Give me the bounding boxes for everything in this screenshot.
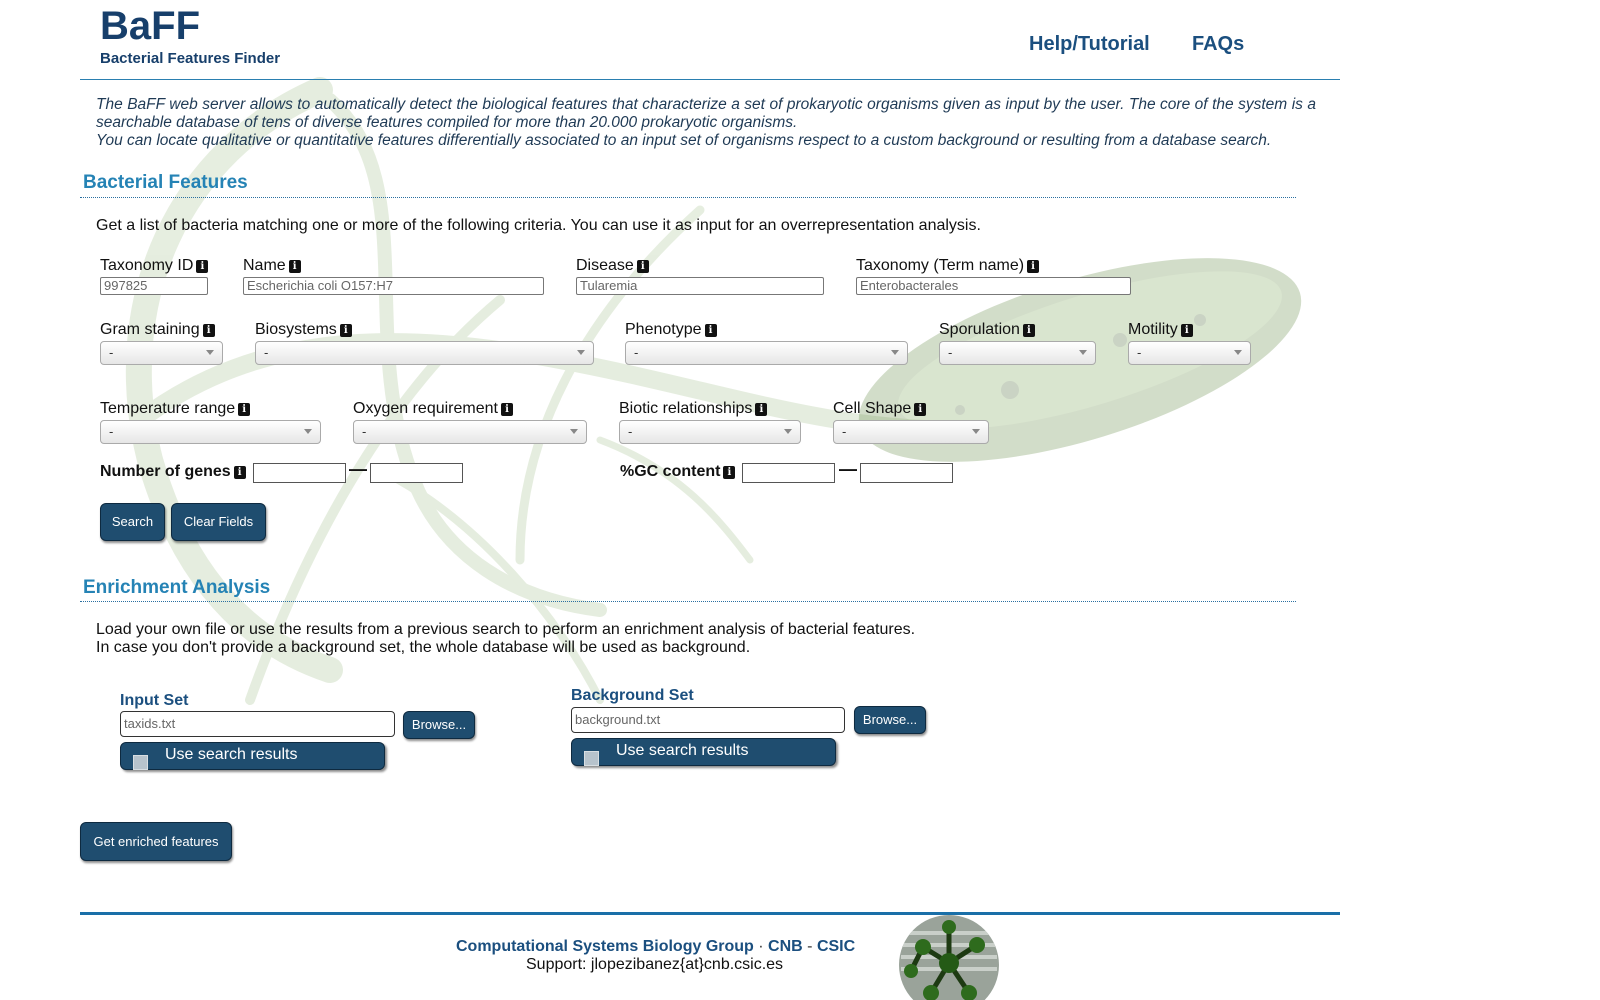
disease-label: Disease i: [576, 257, 649, 275]
gram-staining-select[interactable]: -: [100, 341, 223, 365]
biosystems-select[interactable]: -: [255, 341, 594, 365]
use-search-results-label: Use search results: [165, 746, 298, 763]
info-icon[interactable]: i: [637, 260, 649, 273]
footer-dash: -: [807, 938, 813, 955]
intro-text: [96, 96, 1316, 150]
enrichment-description-line-2: In case you don't provide a background set, the whole database will be used as background.: [96, 639, 751, 656]
use-search-results-label: Use search results: [616, 742, 749, 759]
temperature-range-label: Temperature range i: [100, 400, 250, 418]
footer-support: Support: jlopezibanez{at}cnb.csic.es: [526, 956, 784, 973]
oxygen-requirement-label: Oxygen requirement i: [353, 400, 513, 418]
name-input[interactable]: Escherichia coli O157:H7: [243, 277, 544, 295]
footer-csic-link[interactable]: CSIC: [816, 938, 856, 955]
biosystems-label: Biosystems i: [255, 321, 352, 339]
gc-content-label: %GC content i: [620, 463, 735, 481]
clear-fields-button[interactable]: Clear Fields: [171, 503, 266, 541]
info-icon[interactable]: i: [723, 466, 735, 479]
gc-content-max-input[interactable]: [860, 463, 953, 483]
header-divider: [80, 79, 1340, 80]
site-title: BaFF: [100, 4, 200, 48]
enrichment-description-line-1: Load your own file or use the results from a previous search to perform an enrichment analysis of bacterial features.: [96, 621, 916, 638]
dropdown-arrow-icon: [570, 429, 578, 434]
cnb-molecule-logo[interactable]: [897, 913, 1001, 1000]
phenotype-label: Phenotype i: [625, 321, 717, 339]
nav-help-tutorial[interactable]: Help/Tutorial: [1029, 33, 1150, 55]
footer-cnb-link[interactable]: CNB: [768, 938, 803, 955]
info-icon[interactable]: i: [196, 260, 208, 273]
section-divider: [80, 601, 1296, 602]
range-separator: —: [839, 459, 857, 479]
checkbox-icon[interactable]: [133, 755, 148, 770]
input-set-browse-button[interactable]: Browse...: [403, 711, 475, 739]
intro-paragraph-2: You can locate qualitative or quantitative features differentially associated to an input set of organisms respect to a custom background or resulting from a database search.: [96, 132, 1272, 149]
dropdown-arrow-icon: [577, 350, 585, 355]
intro-paragraph-1: The BaFF web server allows to automatically detect the biological features that characterize a set of prokaryotic organisms given as input by the user. The core of the system is a searchable database of tens of diverse features compiled for more than 20.000 prokaryotic organisms.: [96, 96, 1316, 131]
number-of-genes-label: Number of genes i: [100, 463, 246, 481]
footer-dot: ·: [758, 938, 764, 955]
checkbox-icon[interactable]: [584, 751, 599, 766]
taxonomy-id-input[interactable]: 997825: [100, 277, 208, 295]
input-set-use-search-results[interactable]: [120, 742, 385, 770]
cell-shape-select[interactable]: -: [833, 420, 989, 444]
background-set-file-field[interactable]: background.txt: [571, 707, 845, 733]
info-icon[interactable]: i: [340, 324, 352, 337]
biotic-relationships-select[interactable]: -: [619, 420, 801, 444]
dropdown-arrow-icon: [1234, 350, 1242, 355]
search-button[interactable]: Search: [100, 503, 165, 541]
sporulation-label: Sporulation i: [939, 321, 1035, 339]
footer-divider: [80, 912, 1340, 915]
oxygen-requirement-select[interactable]: -: [353, 420, 587, 444]
info-icon[interactable]: i: [289, 260, 301, 273]
dropdown-arrow-icon: [206, 350, 214, 355]
section-title-bacterial-features: Bacterial Features: [83, 172, 248, 193]
name-label: Name i: [243, 257, 301, 275]
number-of-genes-min-input[interactable]: [253, 463, 346, 483]
number-of-genes-max-input[interactable]: [370, 463, 463, 483]
dropdown-arrow-icon: [784, 429, 792, 434]
info-icon[interactable]: i: [755, 403, 767, 416]
info-icon[interactable]: i: [1181, 324, 1193, 337]
info-icon[interactable]: i: [705, 324, 717, 337]
gram-staining-label: Gram staining i: [100, 321, 215, 339]
info-icon[interactable]: i: [203, 324, 215, 337]
input-set-file-field[interactable]: taxids.txt: [120, 711, 395, 737]
sporulation-select[interactable]: -: [939, 341, 1096, 365]
temperature-range-select[interactable]: -: [100, 420, 321, 444]
info-icon[interactable]: i: [238, 403, 250, 416]
dropdown-arrow-icon: [891, 350, 899, 355]
footer-credits: [456, 938, 855, 956]
background-set-browse-button[interactable]: Browse...: [854, 706, 926, 734]
taxonomy-term-label: Taxonomy (Term name) i: [856, 257, 1039, 275]
dropdown-arrow-icon: [972, 429, 980, 434]
footer-group-link[interactable]: Computational Systems Biology Group: [456, 938, 754, 955]
section-title-enrichment-analysis: Enrichment Analysis: [83, 577, 271, 598]
range-separator: —: [349, 459, 367, 479]
disease-input[interactable]: Tularemia: [576, 277, 824, 295]
motility-select[interactable]: -: [1128, 341, 1251, 365]
cell-shape-label: Cell Shape i: [833, 400, 926, 418]
info-icon[interactable]: i: [1023, 324, 1035, 337]
nav-faqs[interactable]: FAQs: [1192, 33, 1245, 55]
taxonomy-term-input[interactable]: Enterobacterales: [856, 277, 1131, 295]
get-enriched-features-button[interactable]: Get enriched features: [80, 822, 232, 861]
motility-label: Motility i: [1128, 321, 1193, 339]
gc-content-min-input[interactable]: [742, 463, 835, 483]
input-set-label: Input Set: [120, 692, 189, 709]
section-divider: [80, 197, 1296, 198]
background-set-use-search-results[interactable]: [571, 738, 836, 766]
biotic-relationships-label: Biotic relationships i: [619, 400, 767, 418]
site-subtitle: Bacterial Features Finder: [100, 50, 281, 67]
enrichment-description: [96, 621, 915, 657]
info-icon[interactable]: i: [914, 403, 926, 416]
taxonomy-id-label: Taxonomy ID i: [100, 257, 208, 275]
info-icon[interactable]: i: [1027, 260, 1039, 273]
info-icon[interactable]: i: [234, 466, 246, 479]
dropdown-arrow-icon: [304, 429, 312, 434]
dropdown-arrow-icon: [1079, 350, 1087, 355]
phenotype-select[interactable]: -: [625, 341, 908, 365]
info-icon[interactable]: i: [501, 403, 513, 416]
features-description: Get a list of bacteria matching one or more of the following criteria. You can use it as input for an overrepresentation analysis.: [96, 217, 981, 234]
background-set-label: Background Set: [571, 687, 694, 704]
